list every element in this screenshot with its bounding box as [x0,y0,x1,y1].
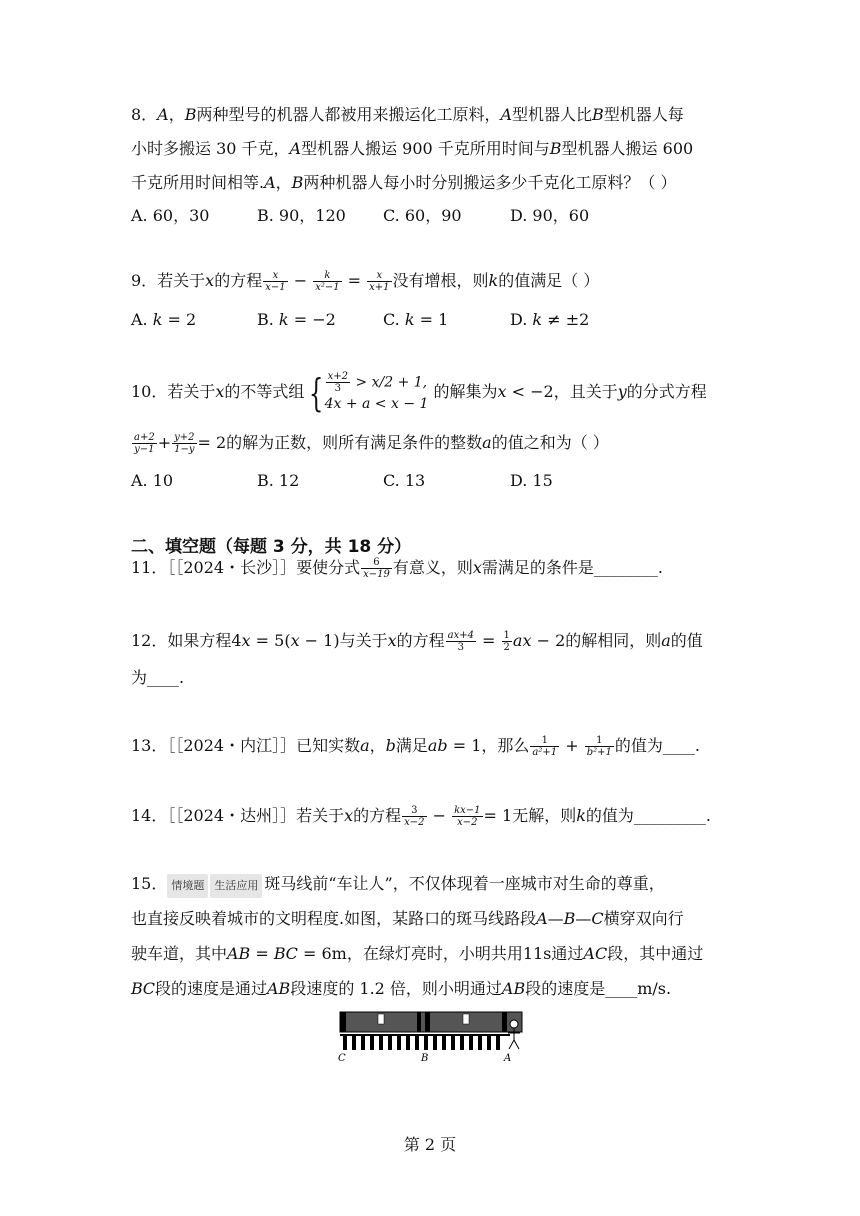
q9-option-d: D. 𝑘 ≠ ±2 [510,310,590,329]
q10-stem [131,370,707,414]
section-title: 二、填空题（每题 3 分，共 18 分） [131,537,412,557]
q10-option-a: A. 10 [131,471,174,490]
q15-line4: 𝐵𝐶段的速度是通过𝐴𝐵段速度的 1.2 倍，则小明通过𝐴𝐵段的速度是____m/s. [131,979,672,998]
q13-prefix: 13．［［2024・内江］］已知实数𝑎，𝑏满足𝑎𝑏 = 1，那么 [131,736,530,755]
crosswalk-figure [330,1008,530,1066]
q10-prefix: 10．若关于𝑥的不等式组 [131,382,305,401]
q12-frac1: $\frac{ax+4}{3}$ [447,630,474,653]
q10-system: $\frac{x+2}{3}$ > 𝑥/2 + 1, 4𝑥 + 𝑎 < 𝑥 − 1 [324,371,429,412]
q9-frac3: $\frac{x}{x+1}$ [369,270,390,293]
q14-frac2: $\frac{kx-1}{x-2}$ [454,805,481,828]
q12-frac2: $\frac{1}{2}$ [503,630,510,653]
q8-option-c: C. 60，90 [383,206,462,225]
q11-stem [131,557,663,580]
q8-option-b: B. 90，120 [257,206,346,225]
q9-stem: 9．若关于𝑥的方程 $\frac{x}{x-1}$ − $\frac{k}{\text{x²−1}}$ = $\frac{x}{x+1}$ 没有增根，则𝑘的值满足（ ） [131,270,600,293]
q14-suffix: = 1无解，则𝑘的值为_________. [483,806,711,825]
q15-tag-scenario: 情境题 [167,874,208,898]
q10-option-d: D. 15 [510,471,553,490]
q15-number: 15． [131,874,168,893]
q15-line1-text: 斑马线前“车让人”，不仅体现着一座城市对生命的尊重， [264,874,665,893]
page-footer: 第 2 页 [403,1135,457,1154]
q11-suffix: 有意义，则𝑥需满足的条件是________. [392,558,663,577]
q8-line3: 千克所用时间相等.𝐴，𝐵两种机器人每小时分别搬运多少千克化工原料？（ ） [131,173,677,192]
q10-frac1: $\frac{a+2}{y-1}$ [134,432,155,455]
q10-ineq1: > 𝑥/2 + 1, [355,374,428,391]
q8-line1: 8．𝐴，𝐵两种型号的机器人都被用来搬运化工原料，𝐴型机器人比𝐵型机器人每 [131,105,684,124]
q9-frac2: $\frac{k}{\text{x²−1}}$ [315,270,340,293]
q14-prefix: 14．［［2024・达州］］若关于𝑥的方程 [131,806,402,825]
q15-line1 [131,873,665,898]
q9-prefix: 9．若关于𝑥的方程 [131,271,263,290]
label-a: A [504,1053,512,1064]
q10-line2: $\frac{a+2}{y-1}$ + $\frac{y+2}{1-y}$ = 2的解为正数，则所有满足条件的整数𝑎的值之和为（ ） [134,432,609,455]
q10-frac2: $\frac{y+2}{1-y}$ [174,432,195,455]
label-b: B [421,1053,429,1064]
q10-option-c: C. 13 [383,471,426,490]
label-c: C [338,1053,346,1064]
q11-prefix: 11．［［2024・长沙］］要使分式 [131,558,361,577]
q9-frac1: $\frac{x}{x-1}$ [265,270,286,293]
q9-option-b: B. 𝑘 = −2 [257,310,336,329]
q11-frac: $\frac{6}{x-19}$ [363,557,390,580]
q10-option-b: B. 12 [257,471,300,490]
q10-brace: { [309,370,324,415]
q15-line3: 驶车道，其中𝐴𝐵 = 𝐵𝐶 = 6m，在绿灯亮时，小明共用11s通过𝐴𝐶段，其中通过 [131,944,704,963]
q13-frac1: $\frac{1}{\text{a²+1}}$ [532,735,558,758]
q9-suffix: 没有增根，则𝑘的值满足（ ） [392,271,600,290]
q10-line2-suffix: = 2的解为正数，则所有满足条件的整数𝑎的值之和为（ ） [197,433,609,452]
q12-middle: 𝑎𝑥 − 2的解相同，则𝑎的值 [512,631,703,650]
q8-option-a: A. 60，30 [131,206,210,225]
q15-tag-application: 生活应用 [210,874,262,898]
q12-line2: 为____. [131,668,185,687]
q9-options [131,309,589,331]
q8-line2: 小时多搬运 30 千克，𝐴型机器人搬运 900 千克所用时间与𝐵型机器人搬运 600 [131,139,694,158]
q14-frac1: $\frac{3}{x-2}$ [404,805,425,828]
q13-stem: 13．［［2024・内江］］已知实数𝑎，𝑏满足𝑎𝑏 = 1，那么 $\frac{1}{\text{a²+1}}$ + $\frac{1}{\text{b²+1}}$ 的值为____. [131,735,700,758]
q8-options [131,205,589,227]
q15-line2: 也直接反映着城市的文明程度.如图，某路口的斑马线路段𝐴—𝐵—𝐶横穿双向行 [131,909,684,928]
q12-stem: 12．如果方程4𝑥 = 5(𝑥 − 1)与关于𝑥的方程 $\frac{ax+4}{3}$ = $\frac{1}{2}$ 𝑎𝑥 − 2的解相同，则𝑎的值 [131,630,703,653]
q9-option-a: A. 𝑘 = 2 [131,310,197,329]
q12-prefix: 12．如果方程4𝑥 = 5(𝑥 − 1)与关于𝑥的方程 [131,631,445,650]
q10-options [131,470,553,492]
q10-ineq2: 4𝑥 + 𝑎 < 𝑥 − 1 [324,396,429,412]
q10-suffix: 的解集为𝑥 < −2，且关于𝑦的分式方程 [433,382,707,401]
q14-stem: 14．［［2024・达州］］若关于𝑥的方程 $\frac{3}{x-2}$ − $\frac{kx-1}{x-2}$ = 1无解，则𝑘的值为_________. [131,805,711,828]
q13-frac2: $\frac{1}{\text{b²+1}}$ [586,735,612,758]
q13-suffix: 的值为____. [614,736,700,755]
q8-option-d: D. 90，60 [510,206,590,225]
q9-option-c: C. 𝑘 = 1 [383,310,449,329]
